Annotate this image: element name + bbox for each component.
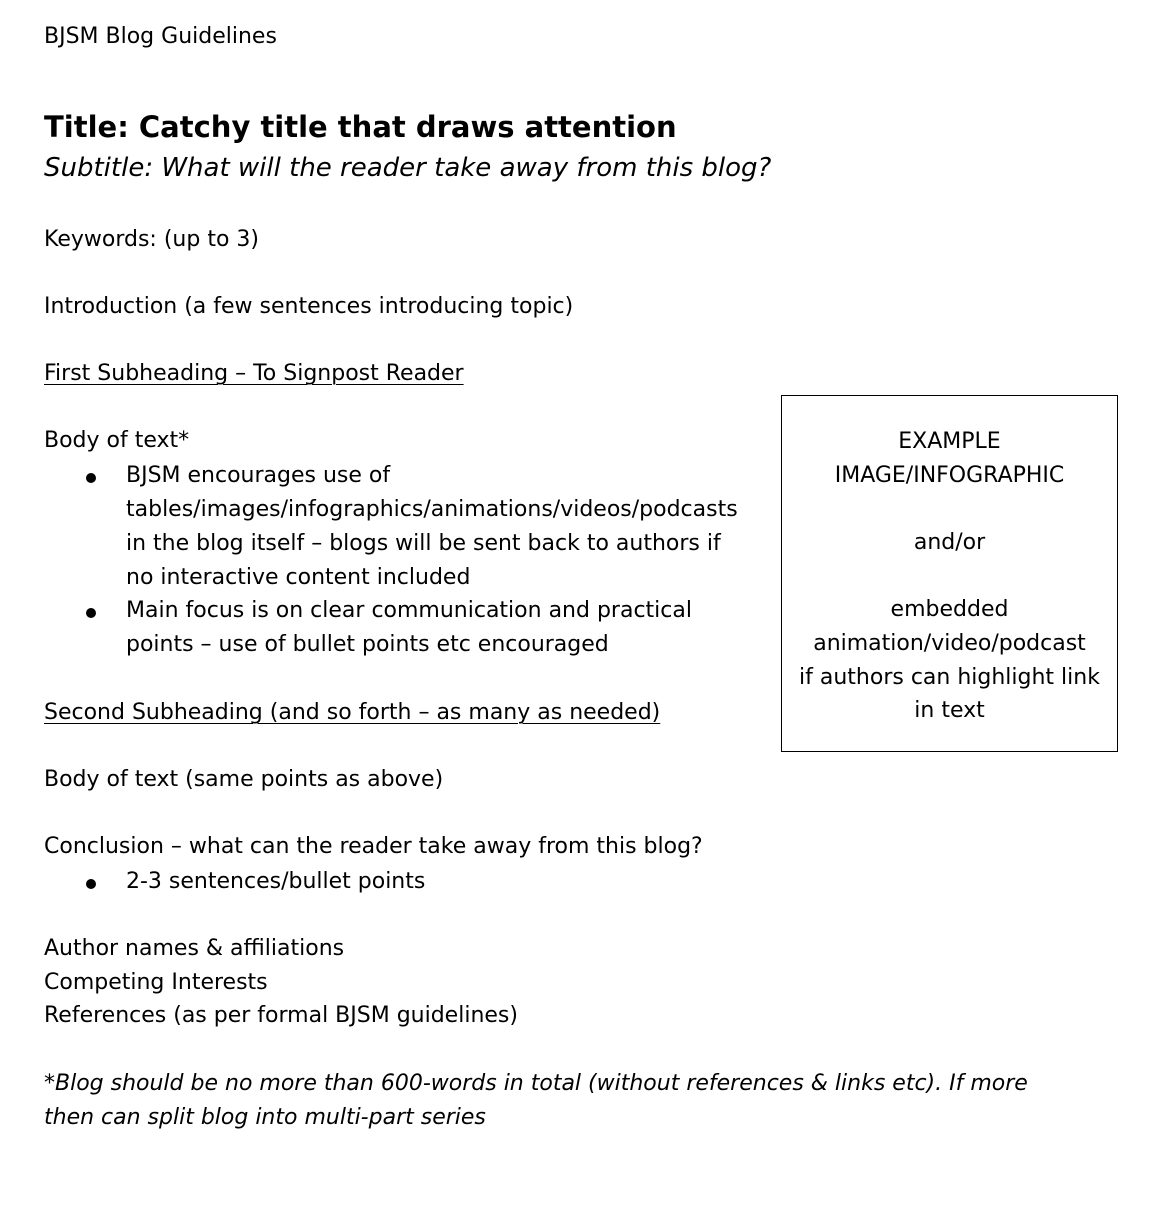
example-box-line: EXAMPLE — [898, 429, 1001, 454]
word-limit-footnote — [44, 1067, 1028, 1135]
body-of-text-label: Body of text* — [44, 428, 190, 453]
list-item — [126, 594, 766, 662]
list-item-line: no interactive content included — [126, 565, 471, 590]
footnote-line: then can split blog into multi-part series — [44, 1105, 486, 1130]
list-item-line: in the blog itself – blogs will be sent back to authors if — [126, 531, 721, 556]
example-box-line: if authors can highlight link — [799, 665, 1100, 690]
conclusion-line: Conclusion – what can the reader take away from this blog? — [44, 834, 703, 859]
document-header: BJSM Blog Guidelines — [44, 24, 277, 49]
example-box-line: animation/video/podcast — [813, 631, 1086, 656]
body-of-text-label-2: Body of text (same points as above) — [44, 767, 444, 792]
bullet-point — [86, 879, 96, 889]
example-box-line: embedded — [890, 597, 1009, 622]
blog-subtitle: Subtitle: What will the reader take away from this blog? — [44, 153, 772, 183]
references-line: References (as per formal BJSM guidelines) — [44, 1003, 518, 1028]
blog-title: Title: Catchy title that draws attention — [44, 110, 677, 144]
list-item-line: points – use of bullet points etc encouraged — [126, 632, 609, 657]
bullet-point — [86, 608, 96, 618]
example-box-line: IMAGE/INFOGRAPHIC — [834, 463, 1065, 488]
example-box-line: in text — [914, 698, 985, 723]
second-subheading: Second Subheading (and so forth – as many as needed) — [44, 700, 661, 725]
introduction-line: Introduction (a few sentences introducing topic) — [44, 294, 574, 319]
example-media-box — [781, 395, 1118, 752]
competing-interests-line: Competing Interests — [44, 970, 268, 995]
list-item — [126, 865, 766, 899]
list-item-line: tables/images/infographics/animations/videos/podcasts — [126, 497, 738, 522]
footnote-line: *Blog should be no more than 600-words in total (without references & links etc). If more — [44, 1071, 1028, 1096]
bullet-point — [86, 473, 96, 483]
list-item-line: BJSM encourages use of — [126, 463, 391, 488]
list-item-line: Main focus is on clear communication and practical — [126, 598, 692, 623]
example-box-line: and/or — [913, 530, 986, 555]
list-item — [126, 459, 766, 595]
author-names-line: Author names & affiliations — [44, 936, 345, 961]
keywords-line: Keywords: (up to 3) — [44, 227, 259, 252]
first-subheading: First Subheading – To Signpost Reader — [44, 361, 464, 386]
list-item-line: 2-3 sentences/bullet points — [126, 869, 426, 894]
